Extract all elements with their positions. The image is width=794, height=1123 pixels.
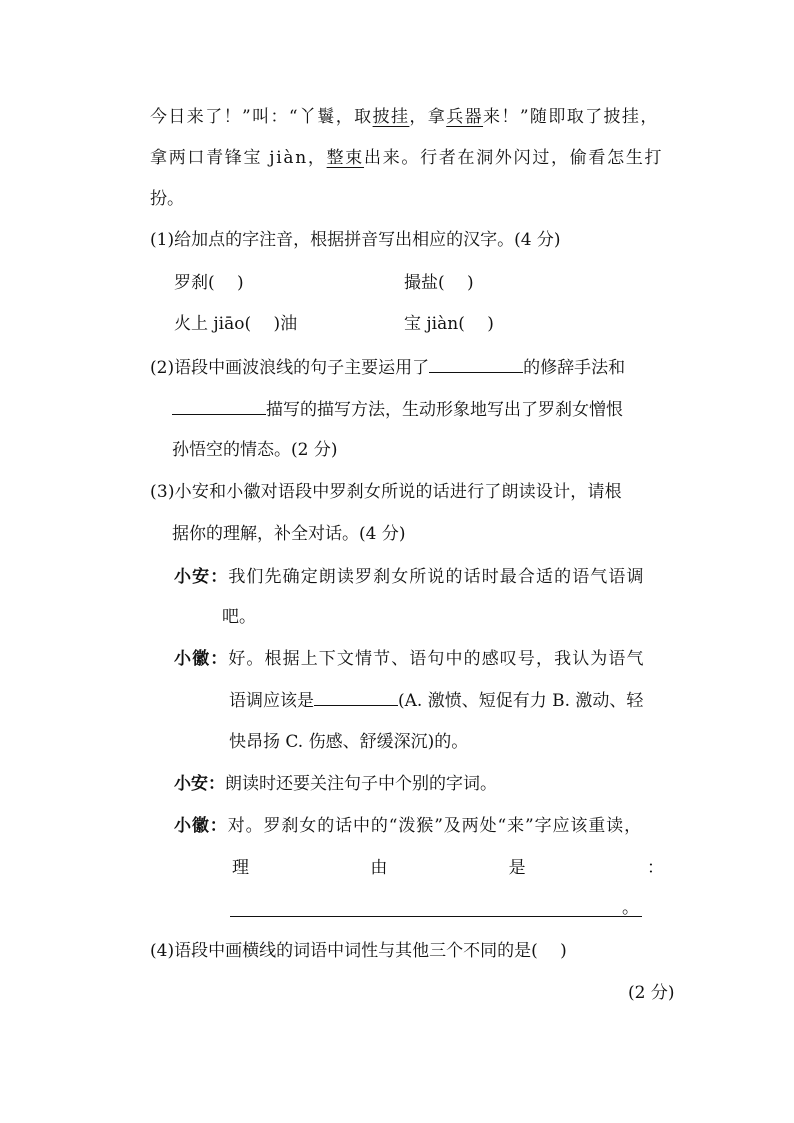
answer-blank[interactable] <box>429 356 523 373</box>
reason-line <box>232 857 664 879</box>
reason-char: 由 <box>370 858 388 878</box>
underlined-word: 整束 <box>326 148 365 168</box>
reason-char: 是 <box>508 858 526 878</box>
answer-blank[interactable] <box>314 689 398 706</box>
passage-line-2 <box>150 147 663 169</box>
dialog-text: 对。罗刹女的话中的“泼猴”及两处“来”字应该重读， <box>227 816 642 836</box>
underlined-word: 兵器 <box>446 107 484 127</box>
dialog-text: 我们先确定朗读罗刹女所说的话时最合适的语气语调 <box>228 567 645 587</box>
q1-item-1: 罗刹( ) <box>174 273 244 293</box>
speaker-xiaoan: 小安： <box>174 567 229 587</box>
passage-text: ，拿 <box>409 107 447 127</box>
q1-item-3: 火上 jiāo( )油 <box>174 314 298 334</box>
question-4-score: (2 分) <box>628 983 675 1003</box>
question-3-line-2: 据你的理解，补全对话。(4 分) <box>172 524 406 544</box>
dialog-line-hui-1-cont <box>229 689 643 712</box>
question-2-line-2 <box>172 398 623 421</box>
speaker-xiaoan: 小安： <box>174 774 225 794</box>
speaker-xiaohui: 小徽： <box>174 816 228 836</box>
passage-text: 扮。 <box>150 189 184 209</box>
dialog-line-hui-1 <box>174 648 645 670</box>
passage-line-3 <box>150 188 184 210</box>
end-mark: 。 <box>622 898 639 918</box>
passage-text: 今日来了！”叫：“丫鬟，取 <box>150 107 373 127</box>
dialog-line-an-1 <box>174 566 645 588</box>
question-2-line-3: 孙悟空的情态。(2 分) <box>172 440 338 460</box>
q2-text: 描写的描写方法，生动形象地写出了罗刹女憎恨 <box>266 400 623 420</box>
dialog-text: 好。根据上下文情节、语句中的感叹号，我认为语气 <box>228 649 645 669</box>
question-3-line-1: (3)小安和小徽对语段中罗刹女所说的话进行了朗读设计，请根 <box>150 482 622 502</box>
dialog-line-hui-1-cont-2: 快昂扬 C. 伤感、舒缓深沉)的。 <box>229 732 469 752</box>
dialog-text: (A. 激愤、短促有力 B. 激动、轻 <box>398 691 644 711</box>
question-1-stem: (1)给加点的字注音，根据拼音写出相应的汉字。(4 分) <box>150 230 561 250</box>
answer-blank[interactable] <box>172 398 266 415</box>
dialog-line-an-2 <box>174 773 497 795</box>
q2-text: 的修辞手法和 <box>523 358 626 378</box>
passage-text: 出来。行者在洞外闪过，偷看怎生打 <box>364 148 664 168</box>
q1-item-4: 宝 jiàn( ) <box>404 314 494 334</box>
dialog-line-an-1-cont: 吧。 <box>222 607 256 627</box>
speaker-xiaohui: 小徽： <box>174 649 229 669</box>
dialog-text: 语调应该是 <box>229 691 314 711</box>
passage-text: 来！”随即取了披挂， <box>483 107 659 127</box>
underlined-word: 披挂 <box>372 107 410 127</box>
reason-char: ： <box>646 858 664 878</box>
passage-text: 拿两口青锋宝 jiàn， <box>150 148 327 168</box>
answer-line-reason[interactable] <box>230 916 642 917</box>
dialog-text: 朗读时还要关注句子中个别的字词。 <box>225 774 497 794</box>
passage-line-1 <box>150 106 659 128</box>
question-2-line-1 <box>150 356 625 379</box>
dialog-line-hui-2 <box>174 815 642 837</box>
q2-text: (2)语段中画波浪线的句子主要运用了 <box>150 358 430 378</box>
question-4-stem: (4)语段中画横线的词语中词性与其他三个不同的是( ) <box>150 941 567 961</box>
q1-item-2: 撮盐( ) <box>404 273 474 293</box>
reason-char: 理 <box>232 858 249 878</box>
